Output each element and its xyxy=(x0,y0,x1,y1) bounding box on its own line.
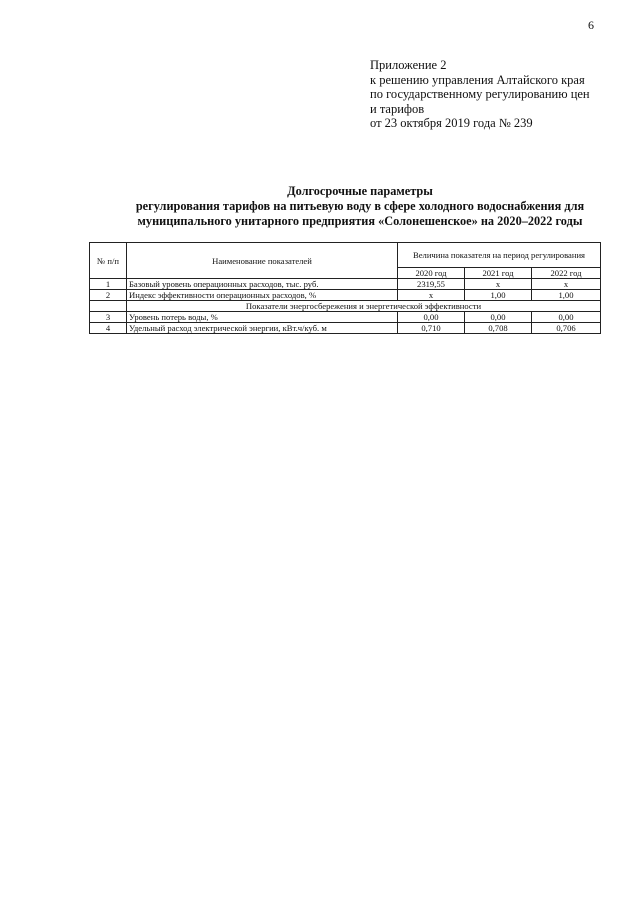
appendix-line: к решению управления Алтайского края xyxy=(370,72,585,87)
table-row xyxy=(90,290,601,301)
row-value: x xyxy=(532,279,601,290)
row-value: 1,00 xyxy=(465,290,532,301)
row-num: 2 xyxy=(90,290,127,301)
row-value: 2319,55 xyxy=(398,279,465,290)
header-period: Величина показателя на период регулирования xyxy=(398,243,601,268)
appendix-block xyxy=(370,58,590,131)
row-value: x xyxy=(465,279,532,290)
header-name: Наименование показателей xyxy=(127,243,398,279)
section-empty-cell xyxy=(90,301,127,312)
title-line: муниципального унитарного предприятия «Солонешенское» на 2020–2022 годы xyxy=(137,214,583,228)
appendix-line: и тарифов xyxy=(370,101,425,116)
header-num: № п/п xyxy=(90,243,127,279)
table-row xyxy=(90,323,601,334)
table-header-row xyxy=(90,243,601,268)
row-value: 0,00 xyxy=(465,312,532,323)
row-num: 3 xyxy=(90,312,127,323)
document-title xyxy=(80,184,639,229)
appendix-line: по государственному регулированию цен xyxy=(370,87,590,101)
row-value: 0,00 xyxy=(532,312,601,323)
table-row xyxy=(90,279,601,290)
row-value: 0,706 xyxy=(532,323,601,334)
row-num: 1 xyxy=(90,279,127,290)
title-line: регулирования тарифов на питьевую воду в сфере холодного водоснабжения для xyxy=(135,199,585,213)
row-value: x xyxy=(398,290,465,301)
section-title: Показатели энергосбережения и энергетической эффективности xyxy=(127,301,601,312)
row-name: Удельный расход электрической энергии, кВт.ч/куб. м xyxy=(127,323,398,334)
table-section-row xyxy=(90,301,601,312)
header-year: 2022 год xyxy=(532,268,601,279)
row-value: 0,708 xyxy=(465,323,532,334)
row-num: 4 xyxy=(90,323,127,334)
header-year: 2020 год xyxy=(398,268,465,279)
header-year: 2021 год xyxy=(465,268,532,279)
parameters-table xyxy=(89,242,601,334)
row-name: Индекс эффективности операционных расходов, % xyxy=(127,290,398,301)
table-row xyxy=(90,312,601,323)
row-value: 1,00 xyxy=(532,290,601,301)
row-name: Уровень потерь воды, % xyxy=(127,312,398,323)
row-value: 0,00 xyxy=(398,312,465,323)
appendix-line: от 23 октября 2019 года № 239 xyxy=(370,116,533,130)
page-number: 6 xyxy=(588,18,594,32)
row-value: 0,710 xyxy=(398,323,465,334)
appendix-line: Приложение 2 xyxy=(370,58,447,72)
title-line: Долгосрочные параметры xyxy=(287,184,433,198)
row-name: Базовый уровень операционных расходов, тыс. руб. xyxy=(127,279,398,290)
